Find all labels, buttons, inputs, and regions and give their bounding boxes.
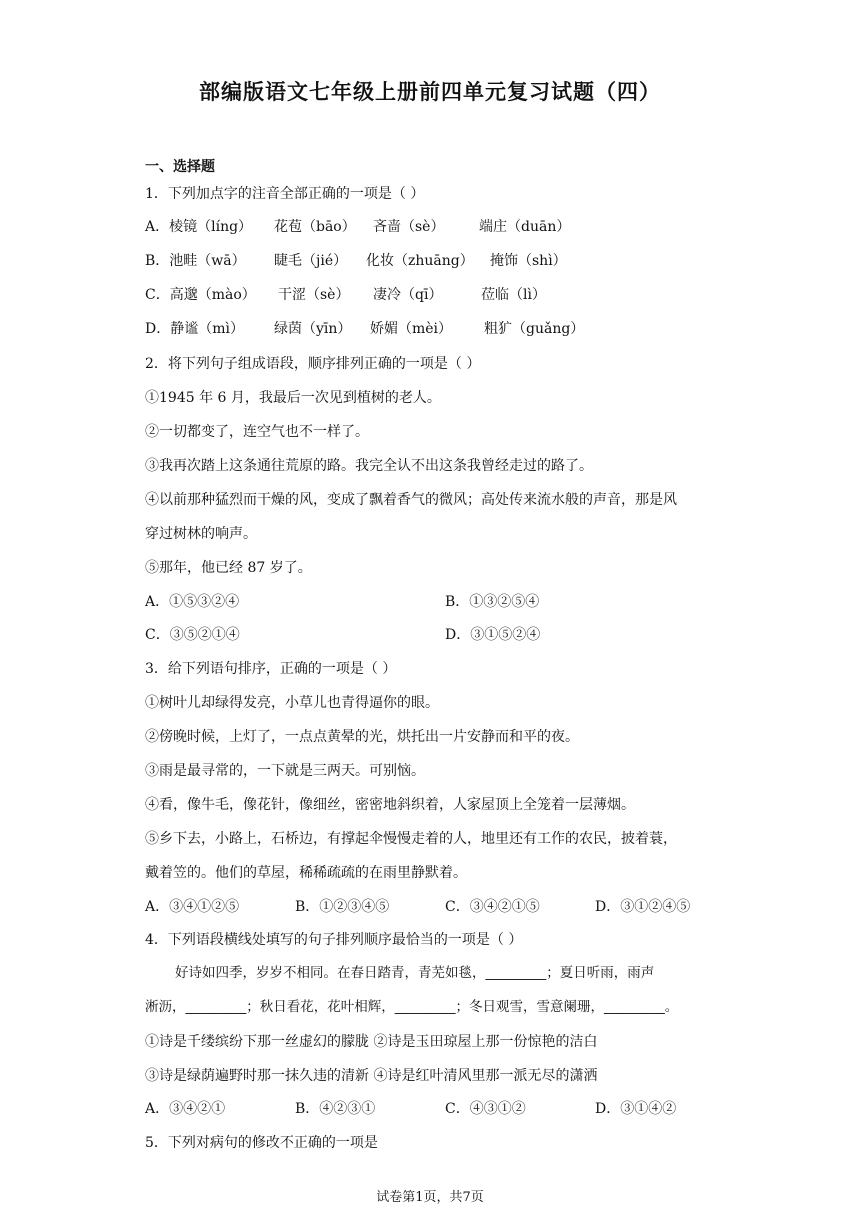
q2-option-d: D．③①⑤②④ (445, 627, 541, 643)
q4-option-a: A．③④②① (145, 1101, 226, 1117)
q2-option-a: A．①⑤③②④ (145, 594, 240, 610)
q3-sentence-5a: ⑤乡下去，小路上，石桥边，有撑起伞慢慢走着的人，地里还有工作的农民，披着蓑， (145, 831, 677, 847)
q3-sentence-2: ②傍晚时候，上灯了，一点点黄晕的光，烘托出一片安静而和平的夜。 (145, 729, 579, 745)
q4-passage-line-2: 淅沥，_________；秋日看花，花叶相辉，_________；冬日观雪，雪意阑珊，_________。 (145, 999, 679, 1015)
q3-sentence-1: ①树叶儿却绿得发亮，小草儿也青得逼你的眼。 (145, 695, 439, 711)
q2-sentence-4a: ④以前那种猛烈而干燥的风，变成了飘着香气的微风；高处传来流水般的声音，那是风 (145, 492, 677, 508)
q2-sentence-1: ①1945 年 6 月，我最后一次见到植树的老人。 (145, 390, 441, 406)
q2-option-c: C．③⑤②①④ (145, 627, 240, 643)
q2-option-b: B．①③②⑤④ (445, 594, 540, 610)
q1-option-d-3: 娇媚（mèi） (370, 321, 453, 337)
q3-sentence-3: ③雨是最寻常的，一下就是三两天。可别恼。 (145, 763, 425, 779)
q3-option-d: D．③①②④⑤ (595, 899, 691, 915)
q3-sentence-5b: 戴着笠的。他们的草屋，稀稀疏疏的在雨里静默着。 (145, 865, 467, 881)
q1-option-d-2: 绿茵（yīn） (274, 321, 352, 337)
q3-sentence-4: ④看，像牛毛，像花针，像细丝，密密地斜织着，人家屋顶上全笼着一层薄烟。 (145, 797, 635, 813)
q2-sentence-5: ⑤那年，他已经 87 岁了。 (145, 560, 312, 576)
q4-option-b: B．④②③① (295, 1101, 376, 1117)
q3-option-c: C．③④②①⑤ (445, 899, 540, 915)
q2-sentence-2: ②一切都变了，连空气也不一样了。 (145, 424, 369, 440)
page-title: 部编版语文七年级上册前四单元复习试题（四） (199, 80, 661, 104)
q4-item-row-1: ①诗是千缕缤纷下那一丝虚幻的朦胧 ②诗是玉田琼屋上那一份惊艳的洁白 (145, 1034, 598, 1050)
page-footer: 试卷第1页，共7页 (376, 1190, 484, 1205)
question-2-stem: 2．将下列句子组成语段，顺序排列正确的一项是（ ） (145, 356, 481, 372)
q1-option-b-3: 化妆（zhuāng） (366, 253, 474, 269)
q1-option-b-1: B．池畦（wā） (145, 253, 246, 269)
q1-option-b-2: 睫毛（jié） (274, 253, 348, 269)
section-heading: 一、选择题 (145, 159, 215, 175)
q1-option-d-4: 粗犷（guǎng） (484, 321, 585, 337)
q4-item-row-2: ③诗是绿荫遍野时那一抹久违的清新 ④诗是红叶清风里那一派无尽的潇洒 (145, 1068, 598, 1084)
q1-option-b-4: 掩饰（shì） (490, 253, 567, 269)
q4-option-d: D．③①④② (595, 1101, 677, 1117)
q1-option-c-2: 干涩（sè） (278, 287, 350, 303)
q1-option-a-1: A．棱镜（líng） (145, 219, 253, 235)
q2-sentence-3: ③我再次踏上这条通往荒原的路。我完全认不出这条我曾经走过的路了。 (145, 458, 593, 474)
question-4-stem: 4．下列语段横线处填写的句子排列顺序最恰当的一项是（ ） (145, 932, 523, 948)
question-5-stem: 5．下列对病句的修改不正确的一项是 (145, 1135, 378, 1151)
q1-option-c-3: 凄冷（qī） (373, 287, 443, 303)
q1-option-c-1: C．高邈（mào） (145, 287, 256, 303)
question-1-stem: 1．下列加点字的注音全部正确的一项是（ ） (145, 186, 425, 202)
q4-passage-line-1: 好诗如四季，岁岁不相同。在春日踏青，青芜如毯，_________；夏日听雨，雨声 (175, 965, 655, 981)
question-3-stem: 3．给下列语句排序，正确的一项是（ ） (145, 661, 397, 677)
q1-option-a-3: 吝啬（sè） (373, 219, 445, 235)
q4-option-c: C．④③①② (445, 1101, 526, 1117)
q1-option-c-4: 莅临（lì） (481, 287, 546, 303)
q3-option-b: B．①②③④⑤ (295, 899, 390, 915)
q3-option-a: A．③④①②⑤ (145, 899, 240, 915)
q2-sentence-4b: 穿过树林的响声。 (145, 526, 257, 542)
q1-option-a-4: 端庄（duān） (479, 219, 571, 235)
q1-option-a-2: 花苞（bāo） (274, 219, 356, 235)
q1-option-d-1: D．静谧（mì） (145, 321, 244, 337)
